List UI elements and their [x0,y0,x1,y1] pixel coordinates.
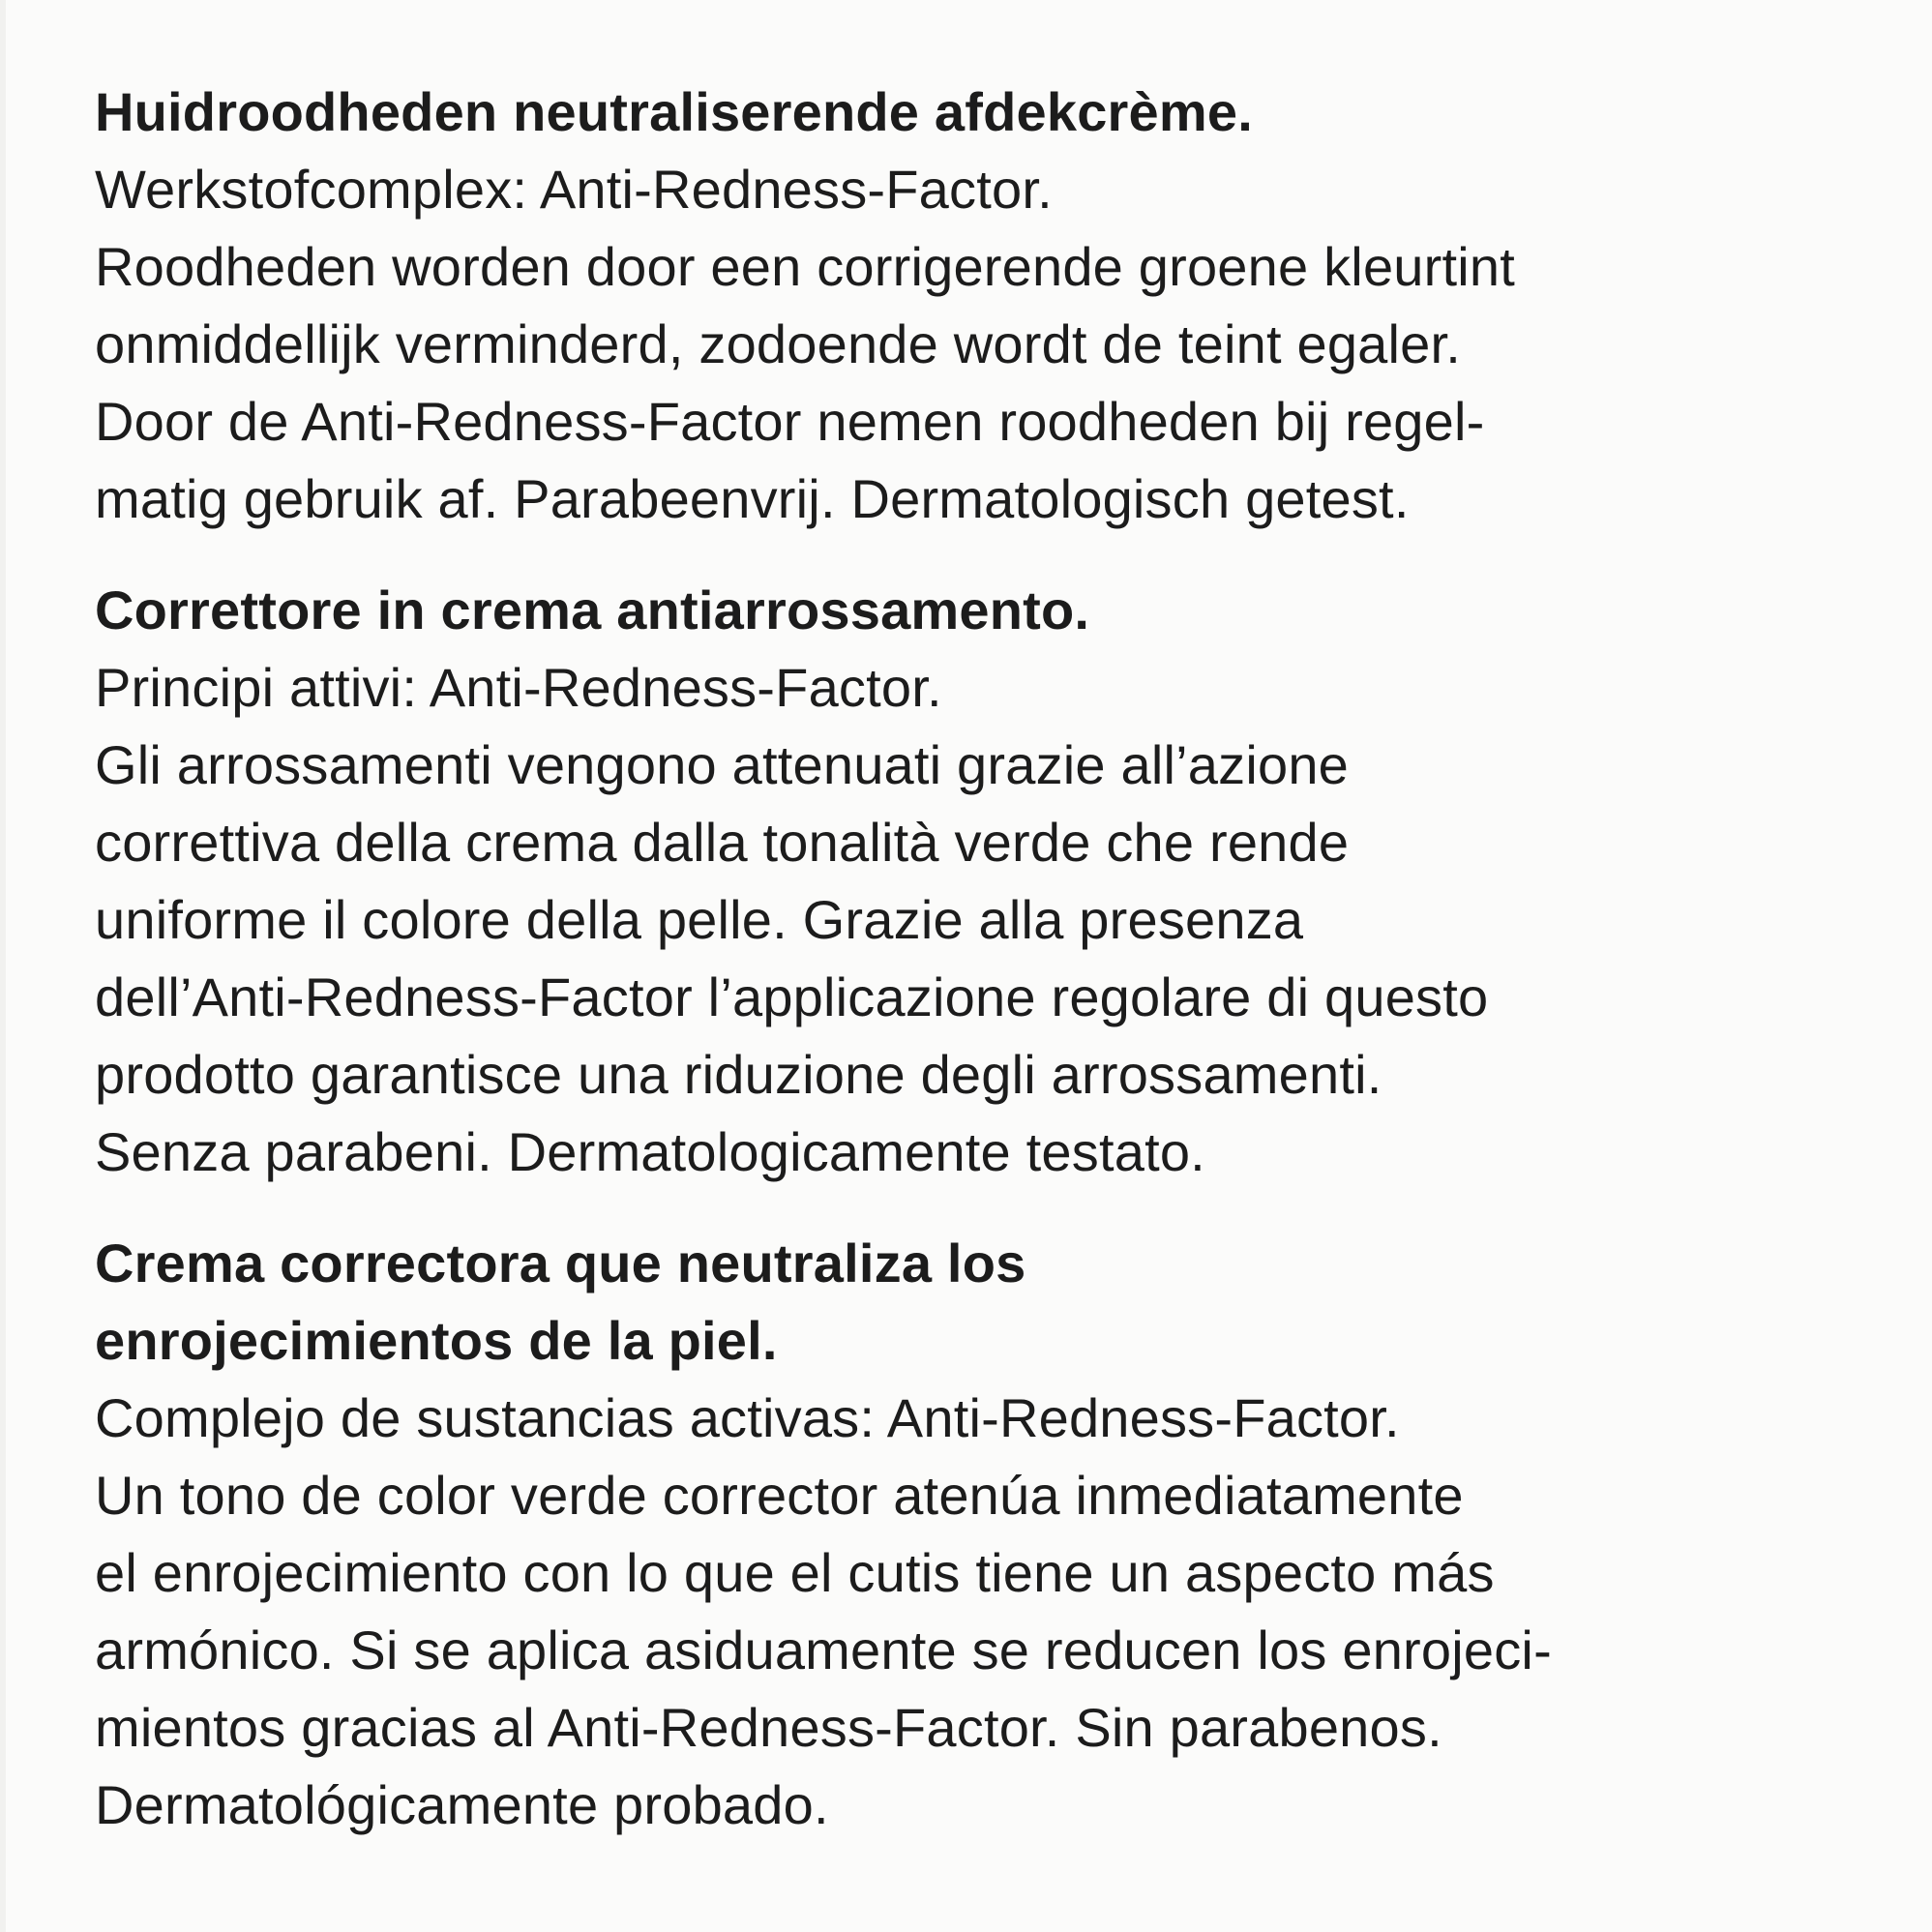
text-line: correttiva della crema dalla tonalità verde che rende [95,812,1350,873]
section-title: Correttore in crema antiarrossamento. [95,580,1090,640]
text-line: Gli arrossamenti vengono attenuati grazie all’azione [95,734,1350,795]
section-title: Huidroodheden neutraliserende afdekcrème. [95,81,1253,142]
card-edge [0,0,6,1932]
section-title: enrojecimientos de la piel. [95,1310,778,1371]
section-dutch [95,74,1894,538]
section-title: Crema correctora que neutraliza los [95,1233,1026,1293]
text-line: uniforme il colore della pelle. Grazie alla presenza [95,889,1304,950]
text-line: Principi attivi: Anti-Redness-Factor. [95,657,942,718]
text-line: onmiddellijk verminderd, zodoende wordt de teint egaler. [95,313,1462,374]
text-line: Senza parabeni. Dermatologicamente testato. [95,1121,1205,1182]
section-italian [95,572,1894,1191]
text-line: dell’Anti-Redness-Factor l’applicazione regolare di questo [95,966,1489,1027]
text-line: Roodheden worden door een corrigerende groene kleurtint [95,236,1515,297]
section-spanish [95,1225,1894,1844]
text-line: el enrojecimiento con lo que el cutis tiene un aspecto más [95,1542,1495,1603]
text-line: armónico. Si se aplica asiduamente se reducen los enrojeci- [95,1620,1552,1680]
text-line: prodotto garantisce una riduzione degli arrossamenti. [95,1044,1382,1105]
text-line: Door de Anti-Redness-Factor nemen roodheden bij regel- [95,391,1485,452]
text-line: Un tono de color verde corrector atenúa inmediatamente [95,1465,1464,1526]
text-line: matig gebruik af. Parabeenvrij. Dermatologisch getest. [95,468,1410,529]
text-line: mientos gracias al Anti-Redness-Factor. Sin parabenos. [95,1697,1442,1758]
text-line: Dermatológicamente probado. [95,1774,829,1835]
text-line: Complejo de sustancias activas: Anti-Redness-Factor. [95,1387,1400,1448]
text-line: Werkstofcomplex: Anti-Redness-Factor. [95,159,1053,220]
